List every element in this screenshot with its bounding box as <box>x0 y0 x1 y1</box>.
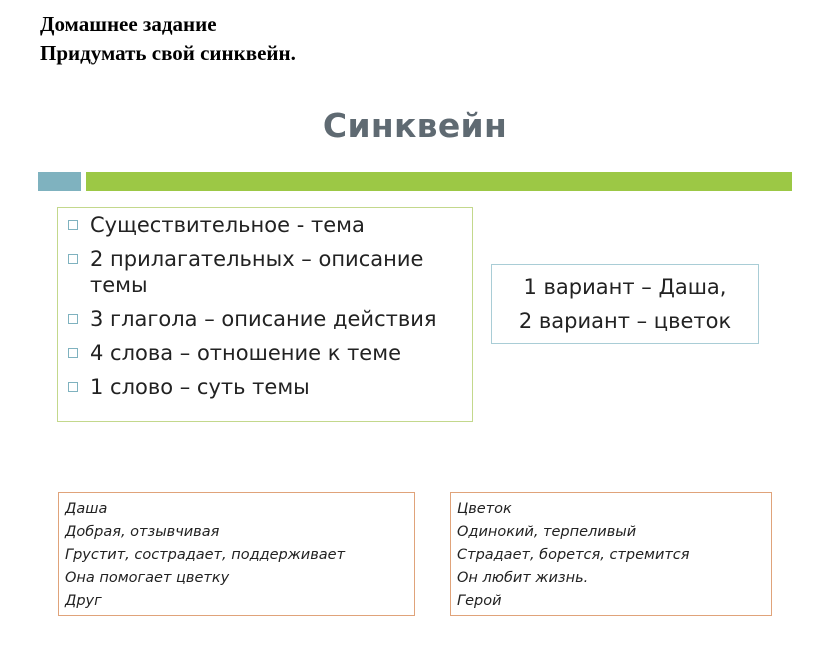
homework-task: Придумать свой синквейн. <box>40 41 296 65</box>
homework-title: Домашнее задание <box>40 12 217 36</box>
list-item <box>68 306 464 332</box>
list-item-text: Существительное - тема <box>90 213 365 237</box>
square-bullet-icon <box>68 220 78 230</box>
square-bullet-icon <box>68 382 78 392</box>
square-bullet-icon <box>68 348 78 358</box>
variant-2: 2 вариант – цветок <box>518 309 732 333</box>
accent-bar-green <box>86 172 792 191</box>
list-item-text: 3 глагола – описание действия <box>90 307 437 331</box>
variants-box <box>491 264 759 344</box>
list-item-text: 1 слово – суть темы <box>90 375 310 399</box>
example-line: Друг <box>65 593 102 609</box>
list-item <box>68 340 464 366</box>
example-line: Даша <box>65 501 108 517</box>
slide-title: Синквейн <box>322 106 508 145</box>
example-line: Одинокий, терпеливый <box>457 524 637 540</box>
example-line: Герой <box>457 593 502 609</box>
accent-bar-teal <box>38 172 81 191</box>
example-line: Она помогает цветку <box>65 570 230 586</box>
example-dasha <box>58 492 415 616</box>
example-line: Цветок <box>457 501 512 517</box>
example-line: Он любит жизнь. <box>457 570 589 586</box>
square-bullet-icon <box>68 314 78 324</box>
example-flower <box>450 492 772 616</box>
list-item-text: 2 прилагательных – описание темы <box>90 247 424 297</box>
list-item <box>68 374 464 400</box>
example-line: Грустит, сострадает, поддерживает <box>65 547 346 563</box>
list-item <box>68 212 464 238</box>
square-bullet-icon <box>68 254 78 264</box>
list-item <box>68 246 464 298</box>
example-line: Страдает, борется, стремится <box>457 547 690 563</box>
list-item-text: 4 слова – отношение к теме <box>90 341 401 365</box>
example-line: Добрая, отзывчивая <box>65 524 220 540</box>
variant-1: 1 вариант – Даша, <box>523 275 727 299</box>
criteria-list <box>57 207 473 422</box>
slide <box>36 72 794 634</box>
